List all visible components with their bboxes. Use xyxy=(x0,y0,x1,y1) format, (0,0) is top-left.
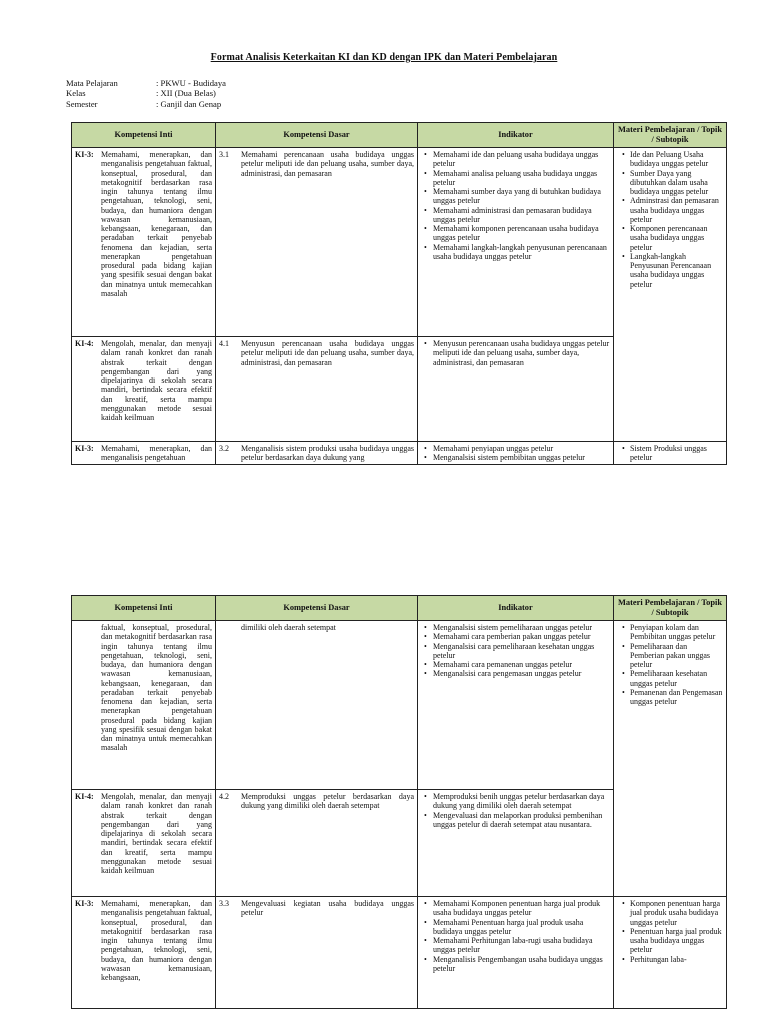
ki-cell xyxy=(72,442,216,465)
analysis-table-1 xyxy=(71,122,727,465)
kd-text: Memahami perencanaan usaha budidaya unggas petelur meliputi ide dan peluang usaha, sumber daya, administrasi, dan pemasaran xyxy=(241,150,414,178)
ki-cell xyxy=(72,897,216,1009)
header-indikator: Indikator xyxy=(418,596,614,621)
indikator-cell xyxy=(418,442,614,465)
indikator-item: • Memahami cara pemanenan unggas petelur xyxy=(423,660,610,669)
indikator-item: • Memahami sumber daya yang di butuhkan budidaya unggas petelur xyxy=(423,187,610,206)
kd-cell xyxy=(216,337,418,442)
indikator-item: • Menganalsisi sistem pemeliharaan unggas petelur xyxy=(423,623,610,632)
materi-item: • Perhitungan laba- xyxy=(621,955,723,964)
table-row xyxy=(72,148,727,337)
header-kompetensi-dasar: Kompetensi Dasar xyxy=(216,596,418,621)
ki-code: KI-3: xyxy=(75,444,94,453)
indikator-item: • Menganalisis Pengembangan usaha budidaya unggas petelur xyxy=(423,955,610,974)
indikator-cell xyxy=(418,148,614,337)
kd-cell xyxy=(216,897,418,1009)
materi-item: • Ide dan Peluang Usaha budidaya unggas petelur xyxy=(621,150,723,169)
materi-item: • Komponen perencanaan usaha budidaya unggas petelur xyxy=(621,224,723,252)
materi-cell xyxy=(614,897,727,1009)
indikator-item: • Memahami langkah-langkah penyusunan perencanaan usaha budidaya unggas petelur xyxy=(423,243,610,262)
kd-number: 4.1 xyxy=(219,339,229,348)
indikator-cell xyxy=(418,790,614,897)
kd-text: Menganalisis sistem produksi usaha budidaya unggas petelur berdasarkan daya dukung yang xyxy=(241,444,414,463)
kd-text: Mengevaluasi kegiatan usaha budidaya unggas petelur xyxy=(241,899,414,918)
header-kompetensi-inti: Kompetensi Inti xyxy=(72,596,216,621)
kd-cell xyxy=(216,148,418,337)
indikator-item: • Memahami Komponen penentuan harga jual produk usaha budidaya unggas petelur xyxy=(423,899,610,918)
materi-cell xyxy=(614,148,727,442)
ki-text: Mengolah, menalar, dan menyaji dalam ranah konkret dan ranah abstrak terkait dengan pengembangan dari yang dipelajarinya di sekolah secara mandiri, bertindak secara efektif dan kreatif, serta mampu menggunakan metode sesuai kaidah keilmuan xyxy=(101,339,212,422)
indikator-cell xyxy=(418,621,614,790)
materi-item: • Langkah-langkah Penyusunan Perencanaan usaha budidaya unggas petelur xyxy=(621,252,723,289)
meta-value: : Ganjil dan Genap xyxy=(156,98,222,109)
ki-text: faktual, konseptual, prosedural, dan metakognitif berdasarkan rasa ingin tahunya tentang ilmu pengetahuan, teknologi, seni, budaya, dan humaniora dengan wawasan kemanusiaan, kebangsaan, kenegaraan, dan peradaban terkait penyebab fenomena dan kejadian, serta menerapkan pengetahuan prosedural pada bidang kajian yang spesifik sesuai dengan bakat dan minatnya untuk memecahkan masalah xyxy=(101,623,212,753)
materi-item: • Adminstrasi dan pemasaran usaha budidaya unggas petelur xyxy=(621,196,723,224)
materi-item: • Pemanenan dan Pengemasan unggas petelur xyxy=(621,688,723,707)
meta-row-subject xyxy=(66,78,226,88)
ki-cell xyxy=(72,621,216,790)
indikator-cell xyxy=(418,897,614,1009)
ki-text: Memahami, menerapkan, dan menganalisis pengetahuan xyxy=(101,444,212,463)
kd-number: 4.2 xyxy=(219,792,229,801)
materi-cell xyxy=(614,442,727,465)
meta-label: Kelas xyxy=(66,88,86,99)
ki-cell xyxy=(72,148,216,337)
header-kompetensi-inti: Kompetensi Inti xyxy=(72,123,216,148)
document-meta xyxy=(66,78,226,109)
indikator-item: • Menganalsisi cara pemeliharaan kesehatan unggas petelur xyxy=(423,642,610,661)
document-title: Format Analisis Keterkaitan KI dan KD dengan IPK dan Materi Pembelajaran xyxy=(210,52,558,63)
kd-text: dimiliki oleh daerah setempat xyxy=(241,623,336,632)
meta-value: : PKWU - Budidaya xyxy=(156,78,226,88)
materi-item: • Pemeliharaan kesehatan unggas petelur xyxy=(621,669,723,688)
indikator-item: • Mengevaluasi dan melaporkan produksi pembenihan unggas petelur di daerah setempat atau nusantara. xyxy=(423,811,610,830)
kd-cell xyxy=(216,790,418,897)
ki-cell xyxy=(72,337,216,442)
header-materi: Materi Pembelajaran / Topik / Subtopik xyxy=(614,123,727,148)
materi-item: • Sistem Produksi unggas petelur xyxy=(621,444,723,463)
ki-code: KI-3: xyxy=(75,150,94,159)
meta-label: Semester xyxy=(66,98,98,109)
indikator-item: • Memahami penyiapan unggas petelur xyxy=(423,444,610,453)
indikator-item: • Memahami komponen perencanaan usaha budidaya unggas petelur xyxy=(423,224,610,243)
kd-number: 3.1 xyxy=(219,150,229,159)
indikator-item: • Menganalsisi sistem pembibitan unggas petelur xyxy=(423,453,610,462)
meta-value: : XII (Dua Belas) xyxy=(156,88,216,99)
indikator-item: • Memahami Penentuan harga jual produk usaha budidaya unggas petelur xyxy=(423,918,610,937)
header-indikator: Indikator xyxy=(418,123,614,148)
table-row xyxy=(72,442,727,465)
kd-cell xyxy=(216,442,418,465)
materi-item: • Sumber Daya yang dibutuhkan dalam usaha budidaya unggas petelur xyxy=(621,169,723,197)
meta-row-semester xyxy=(66,99,226,109)
materi-item: • Penentuan harga jual produk usaha budidaya unggas petelur xyxy=(621,927,723,955)
indikator-item: • Memproduksi benih unggas petelur berdasarkan daya dukung yang dimiliki oleh daerah setempat xyxy=(423,792,610,811)
header-materi: Materi Pembelajaran / Topik / Subtopik xyxy=(614,596,727,621)
kd-number: 3.3 xyxy=(219,899,229,908)
materi-item: • Pemeliharaan dan Pemberian pakan unggas petelur xyxy=(621,642,723,670)
kd-text: Memproduksi unggas petelur berdasarkan daya dukung yang dimiliki oleh daerah setempat xyxy=(241,792,414,811)
kd-number: 3.2 xyxy=(219,444,229,453)
meta-row-class xyxy=(66,88,226,98)
indikator-item: • Memahami analisa peluang usaha budidaya unggas petelur xyxy=(423,169,610,188)
ki-text: Memahami, menerapkan, dan menganalisis pengetahuan faktual, konseptual, prosedural, dan metakognitif berdasarkan rasa ingin tahunya tentang ilmu pengetahuan, teknologi, seni, budaya, dan humaniora dengan wawasan kemanusiaan, kebangsaan, xyxy=(101,899,212,982)
materi-cell xyxy=(614,621,727,897)
ki-text: Memahami, menerapkan, dan menganalisis pengetahuan faktual, konseptual, prosedural, dan metakognitif berdasarkan rasa ingin tahunya tentang ilmu pengetahuan, teknologi, seni, budaya, dan humaniora dengan wawasan kemanusiaan, kebangsaan, kenegaraan, dan peradaban terkait penyebab fenomena dan kejadian, serta menerapkan pengetahuan prosedural pada bidang kajian yang spesifik sesuai dengan bakat dan minatnya untuk memecahkan masalah xyxy=(101,150,212,298)
table-row xyxy=(72,621,727,790)
materi-item: • Komponen penentuan harga jual produk usaha budidaya unggas petelur xyxy=(621,899,723,927)
kd-text: Menyusun perencanaan usaha budidaya unggas petelur meliputi ide dan peluang usaha, sumber daya, administrasi, dan pemasaran xyxy=(241,339,414,367)
indikator-item: • Memahami cara pemberian pakan unggas petelur xyxy=(423,632,610,641)
indikator-item: • Menyusun perencanaan usaha budidaya unggas petelur meliputi ide dan peluang usaha, sumber daya, administrasi, dan pemasaran xyxy=(423,339,610,367)
indikator-cell xyxy=(418,337,614,442)
header-kompetensi-dasar: Kompetensi Dasar xyxy=(216,123,418,148)
ki-code: KI-4: xyxy=(75,792,94,801)
table-header-row xyxy=(72,123,727,148)
ki-cell xyxy=(72,790,216,897)
analysis-table-2 xyxy=(71,595,727,1009)
ki-text: Mengolah, menalar, dan menyaji dalam ranah konkret dan ranah abstrak terkait dengan pengembangan dari yang dipelajarinya di sekolah secara mandiri, bertindak secara efektif dan kreatif, serta mampu menggunakan metode sesuai kaidah keilmuan xyxy=(101,792,212,875)
ki-code: KI-3: xyxy=(75,899,94,908)
meta-label: Mata Pelajaran xyxy=(66,78,118,88)
table-row xyxy=(72,897,727,1009)
table-header-row xyxy=(72,596,727,621)
ki-code: KI-4: xyxy=(75,339,94,348)
kd-cell xyxy=(216,621,418,790)
materi-item: • Penyiapan kolam dan Pembibitan unggas petelur xyxy=(621,623,723,642)
indikator-item: • Memahami ide dan peluang usaha budidaya unggas petelur xyxy=(423,150,610,169)
indikator-item: • Memahami administrasi dan pemasaran budidaya unggas petelur xyxy=(423,206,610,225)
indikator-item: • Memahami Perhitungan laba-rugi usaha budidaya unggas petelur xyxy=(423,936,610,955)
indikator-item: • Menganalsisi cara pengemasan unggas petelur xyxy=(423,669,610,678)
